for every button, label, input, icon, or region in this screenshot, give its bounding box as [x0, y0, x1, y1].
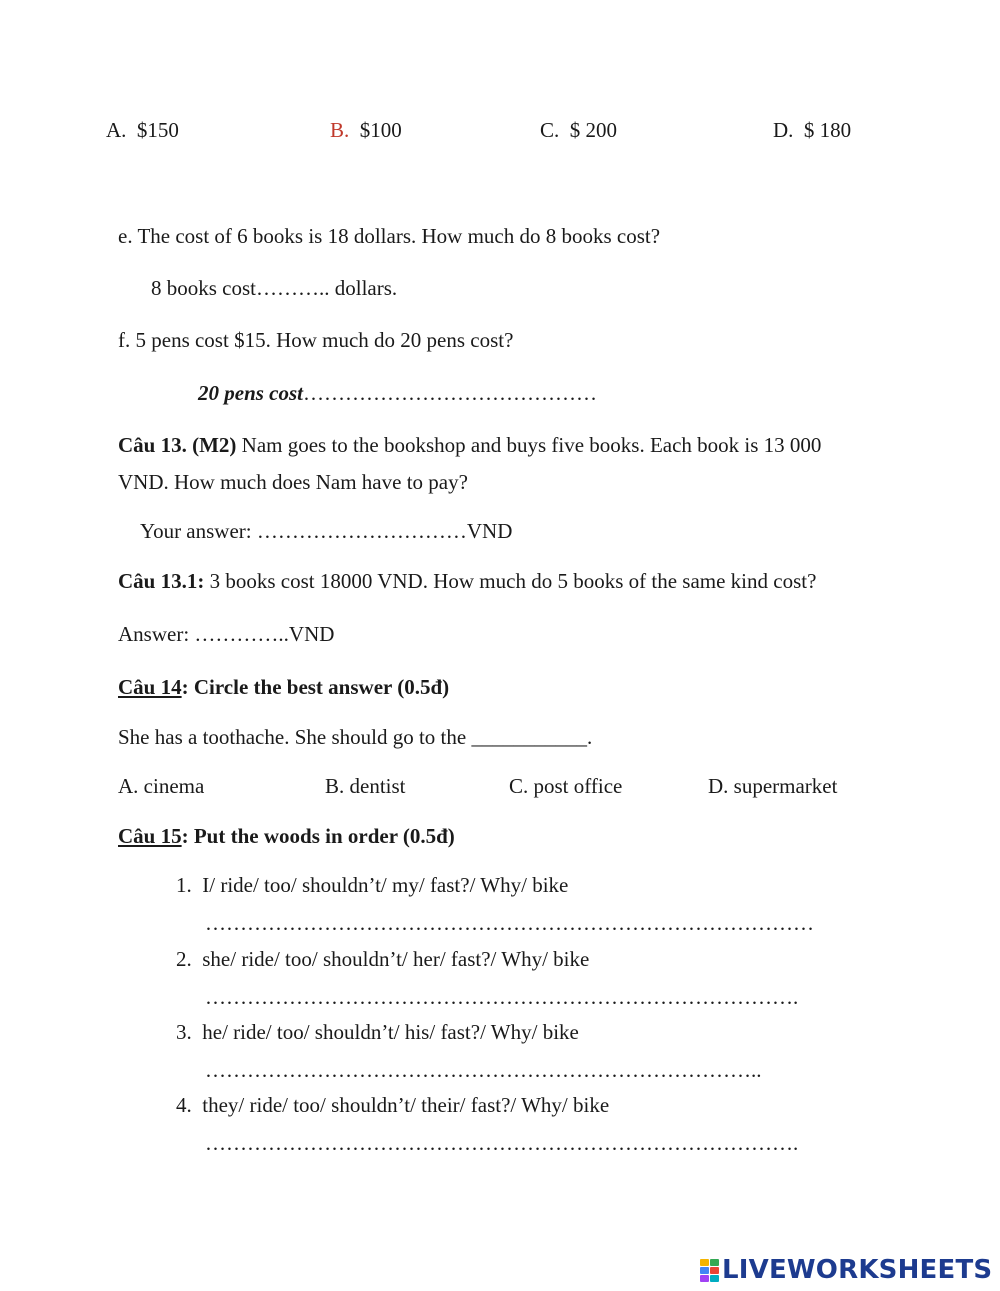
logo-text: LIVEWORKSHEETS: [722, 1255, 993, 1285]
q14-option-d[interactable]: D. supermarket: [708, 774, 838, 798]
option-d[interactable]: [773, 120, 851, 141]
q14-option-b[interactable]: B. dentist: [325, 774, 406, 798]
q13-1-answer[interactable]: Answer: …………..VND: [118, 622, 335, 646]
q14-heading: [118, 677, 449, 698]
item-f-answer[interactable]: [198, 383, 597, 404]
q15-item-4-answer[interactable]: ………………………………………………………………………….: [205, 1131, 799, 1155]
q15-item-words: they/ ride/ too/ shouldn’t/ their/ fast?/ Why/ bike: [202, 1093, 610, 1117]
q15-instruction: : Put the woods in order (0.5đ): [181, 824, 455, 848]
q13-label: Câu 13. (M2): [118, 433, 237, 457]
q15-item-number: 3.: [176, 1020, 192, 1044]
q15-heading: [118, 826, 455, 847]
q15-item-number: 2.: [176, 947, 192, 971]
liveworksheets-logo: [700, 1255, 993, 1285]
option-letter: A.: [106, 118, 127, 142]
option-a[interactable]: [106, 120, 179, 141]
q15-item-1-answer[interactable]: ……………………………………………………………………………: [205, 911, 814, 935]
q15-item-number: 4.: [176, 1093, 192, 1117]
q14-label: Câu 14: [118, 675, 182, 699]
q15-item-words: she/ ride/ too/ shouldn’t/ her/ fast?/ Why/ bike: [202, 947, 590, 971]
q15-item-2-answer[interactable]: ………………………………………………………………………….: [205, 985, 799, 1009]
option-c[interactable]: [540, 120, 617, 141]
q15-item-words: I/ ride/ too/ shouldn’t/ my/ fast?/ Why/ bike: [202, 873, 569, 897]
q13-1-question: 3 books cost 18000 VND. How much do 5 books of the same kind cost?: [204, 569, 817, 593]
q13-answer[interactable]: Your answer: …………………………VND: [140, 519, 513, 543]
q15-item-1: [176, 875, 568, 896]
q14-option-a[interactable]: A. cinema: [118, 774, 205, 798]
q15-item-3: [176, 1022, 579, 1043]
option-value: $150: [136, 118, 179, 142]
item-e-answer[interactable]: [151, 278, 397, 299]
option-value: $100: [359, 118, 402, 142]
item-f-answer-label: 20 pens cost: [198, 381, 303, 405]
q15-item-2: [176, 949, 589, 970]
q13-1-text: [118, 571, 816, 592]
option-b[interactable]: [330, 120, 402, 141]
item-e-answer-prefix: 8 books cost: [151, 276, 256, 300]
q15-item-number: 1.: [176, 873, 192, 897]
option-letter: D.: [773, 118, 794, 142]
q13-1-label: Câu 13.1:: [118, 569, 205, 593]
q15-item-3-answer[interactable]: ……………………………………………………………………..: [205, 1058, 762, 1082]
q14-sentence: She has a toothache. She should go to the ___________.: [118, 725, 593, 749]
q13-text: Nam goes to the bookshop and buys five books. Each book is 13 000: [236, 433, 822, 457]
q13-text-line1: [118, 435, 821, 456]
q13-text-line2: VND. How much does Nam have to pay?: [118, 470, 468, 494]
item-e-question: e. The cost of 6 books is 18 dollars. How much do 8 books cost?: [118, 224, 661, 248]
option-letter: B.: [330, 118, 350, 142]
logo-blocks-icon: [700, 1259, 720, 1283]
item-f-question: f. 5 pens cost $15. How much do 20 pens cost?: [118, 328, 514, 352]
item-e-answer-blank[interactable]: ……….. dollars.: [256, 276, 398, 300]
q15-item-words: he/ ride/ too/ shouldn’t/ his/ fast?/ Why/ bike: [202, 1020, 579, 1044]
option-value: $ 180: [803, 118, 852, 142]
q14-option-c[interactable]: C. post office: [509, 774, 623, 798]
q14-instruction: : Circle the best answer (0.5đ): [181, 675, 450, 699]
q15-label: Câu 15: [118, 824, 182, 848]
q15-item-4: [176, 1095, 609, 1116]
option-value: $ 200: [569, 118, 618, 142]
option-letter: C.: [540, 118, 560, 142]
item-f-answer-blank[interactable]: ……………………………………: [303, 381, 597, 405]
